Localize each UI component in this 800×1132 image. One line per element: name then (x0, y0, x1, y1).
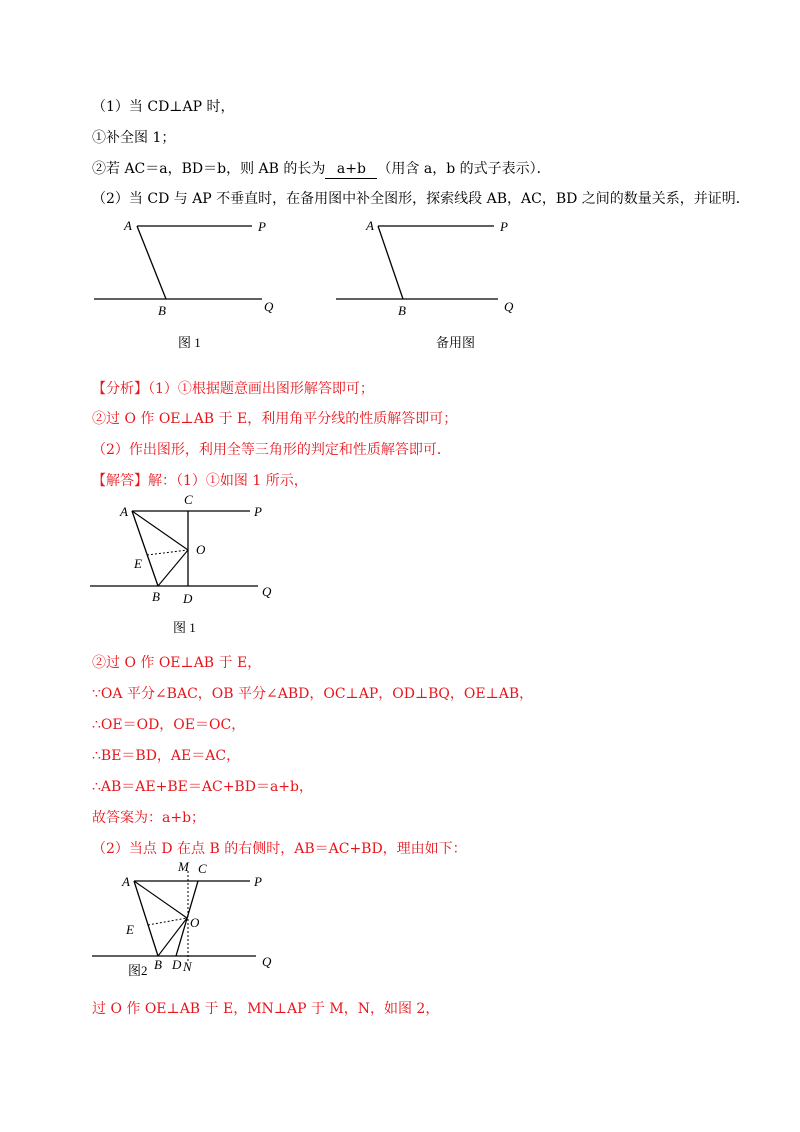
solution-line-4: ∴OE＝OD，OE＝OC， (92, 717, 246, 733)
label-p: P (254, 874, 262, 889)
q-part1: （1）当 CD⊥AP 时， (92, 99, 235, 115)
figure-1-question (80, 210, 300, 360)
solution-line-9: 过 O 作 OE⊥AB 于 E，MN⊥AP 于 M，N，如图 2， (92, 1001, 440, 1017)
q-part1-b-pre: ②若 AC＝a，BD＝b，则 AB 的长为 (92, 161, 326, 177)
label-b: B (398, 303, 406, 318)
label-o: O (196, 542, 206, 557)
solution-line-5: ∴BE＝BD，AE＝AC， (92, 748, 241, 764)
label-m: M (178, 859, 189, 874)
figure-2 (80, 853, 300, 983)
label-e: E (134, 556, 142, 571)
segment-ab (378, 226, 403, 299)
solution-line-2: ②过 O 作 OE⊥AB 于 E， (92, 655, 262, 671)
q-part1-b-answer: a+b (325, 160, 377, 179)
segment-ab (132, 511, 158, 586)
label-c: C (198, 861, 207, 876)
label-a: A (366, 218, 374, 233)
q-part1-b-post: （用含 a，b 的式子表示）． (377, 161, 551, 177)
solution-line-3: ∵OA 平分∠BAC，OB 平分∠ABD，OC⊥AP，OD⊥BQ，OE⊥AB， (92, 686, 534, 702)
figure-1-solution (80, 488, 300, 643)
segment-bo (158, 918, 187, 956)
solution-line-1: 【解答】解：（1）①如图 1 所示， (92, 473, 308, 489)
segment-ab (134, 881, 158, 956)
figure-backup (322, 210, 532, 360)
label-p: P (500, 219, 508, 234)
segment-ao (132, 511, 188, 550)
label-d: D (183, 591, 193, 606)
label-p: P (254, 504, 262, 519)
label-b: B (154, 957, 162, 972)
figure-2-caption: 图2 (128, 963, 148, 978)
label-q: Q (262, 954, 272, 969)
analysis-line-2: ②过 O 作 OE⊥AB 于 E，利用角平分线的性质解答即可； (92, 411, 458, 427)
label-b: B (152, 589, 160, 604)
q-part1-b (92, 160, 551, 179)
figure-backup-caption: 备用图 (436, 335, 476, 350)
label-d: D (172, 957, 182, 972)
label-n: N (183, 959, 192, 974)
label-c: C (184, 492, 193, 507)
label-q: Q (262, 584, 272, 599)
label-a: A (120, 504, 128, 519)
label-b: B (158, 303, 166, 318)
label-o: O (190, 915, 200, 930)
q-part1-a: ①补全图 1； (92, 130, 176, 146)
figure-1b-caption: 图 1 (173, 620, 196, 635)
q-part2: （2）当 CD 与 AP 不垂直时，在备用图中补全图形，探索线段 AB，AC，BD 之间的数量关系，并证明． (92, 191, 750, 207)
figure-1-caption: 图 1 (178, 335, 201, 350)
label-q: Q (264, 299, 274, 314)
segment-bo (158, 550, 188, 586)
label-a: A (124, 218, 132, 233)
solution-line-8: （2）当点 D 在点 B 的右侧时，AB＝AC+BD，理由如下： (92, 841, 467, 857)
label-p: P (258, 219, 266, 234)
label-q: Q (504, 299, 514, 314)
analysis-line-3: （2）作出图形，利用全等三角形的判定和性质解答即可． (92, 442, 451, 458)
analysis-line-1: 【分析】（1）①根据题意画出图形解答即可； (92, 381, 374, 397)
segment-oe (147, 550, 188, 555)
label-a: A (122, 874, 130, 889)
label-e: E (126, 922, 134, 937)
segment-oe (148, 918, 187, 925)
segment-ao (134, 881, 187, 918)
solution-line-7: 故答案为：a+b； (92, 810, 206, 826)
segment-ab (137, 226, 166, 299)
solution-line-6: ∴AB＝AE+BE＝AC+BD＝a+b， (92, 779, 313, 795)
